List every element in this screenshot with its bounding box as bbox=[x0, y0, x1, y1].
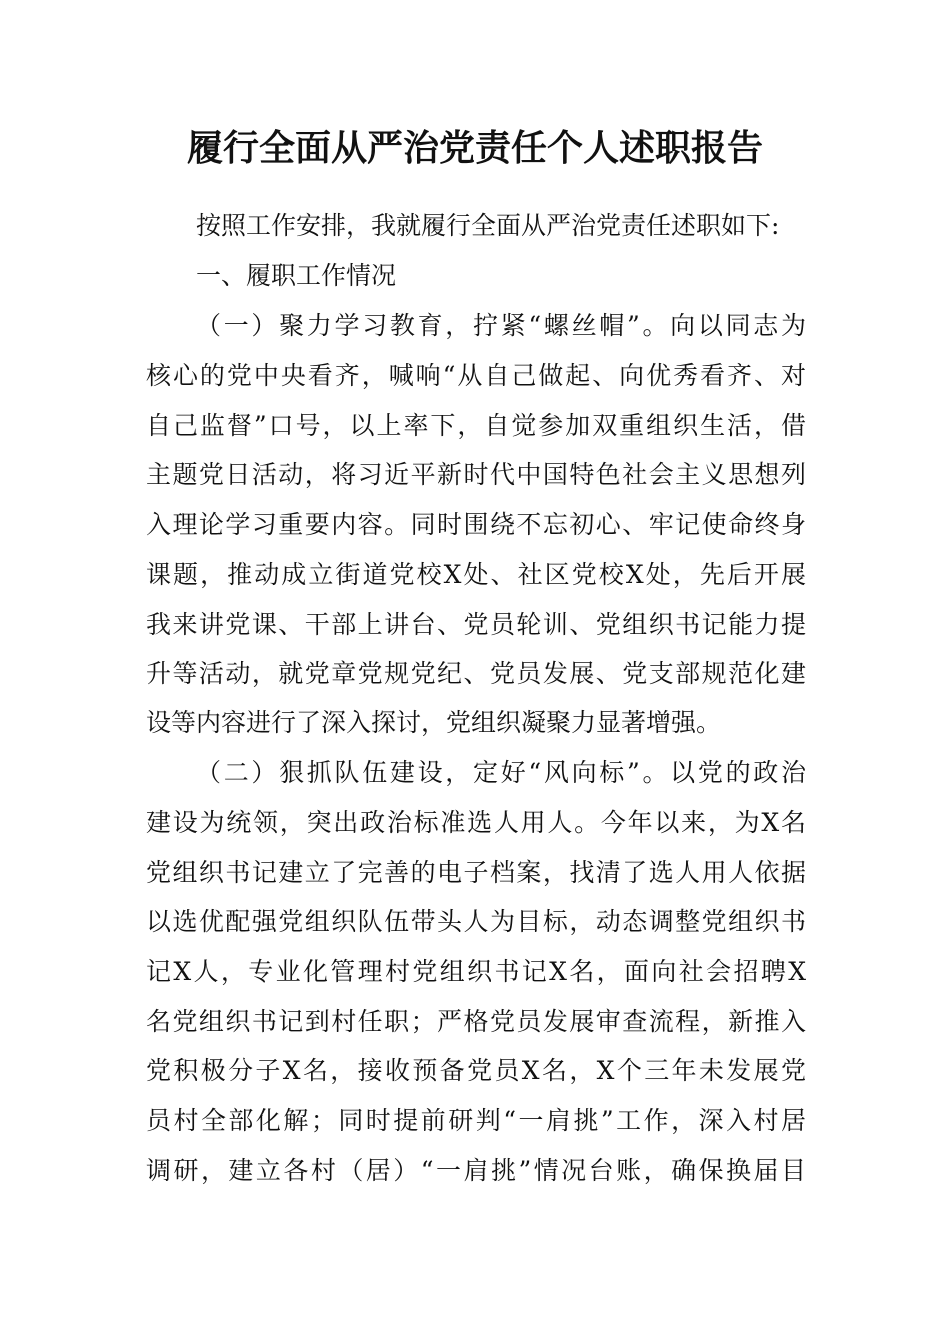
intro-paragraph: 按照工作安排，我就履行全面从严治党责任述职如下: bbox=[196, 211, 780, 240]
document-title: 履行全面从严治党责任个人述职报告 bbox=[186, 128, 763, 169]
text-line: 党组织书记建立了完善的电子档案，找清了选人用人依据 bbox=[146, 858, 806, 887]
text-line: 设等内容进行了深入探讨，党组织凝聚力显著增强。 bbox=[146, 708, 722, 737]
text-line: 党积极分子X名，接收预备党员X名，X个三年未发展党 bbox=[146, 1056, 806, 1085]
text-line: 我来讲党课、干部上讲台、党员轮训、党组织书记能力提 bbox=[146, 610, 806, 639]
text-line: 名党组织书记到村任职；严格党员发展审查流程，新推入 bbox=[146, 1007, 806, 1036]
text-line: 记X人，专业化管理村党组织书记X名，面向社会招聘X bbox=[146, 957, 806, 986]
text-line: 课题，推动成立街道党校X处、社区党校X处，先后开展 bbox=[146, 560, 806, 589]
text-line: 主题党日活动，将习近平新时代中国特色社会主义思想列 bbox=[146, 460, 806, 489]
text-line: 建设为统领，突出政治标准选人用人。今年以来，为X名 bbox=[146, 808, 806, 837]
text-line: 自己监督”口号，以上率下，自觉参加双重组织生活，借 bbox=[146, 411, 806, 440]
text-line: 核心的党中央看齐，喊响“从自己做起、向优秀看齐、对 bbox=[146, 361, 806, 390]
text-line: 升等活动，就党章党规党纪、党员发展、党支部规范化建 bbox=[146, 659, 806, 688]
text-line: 员村全部化解；同时提前研判“一肩挑”工作，深入村居 bbox=[146, 1106, 806, 1135]
text-line: （一）聚力学习教育，拧紧“螺丝帽”。向以同志为 bbox=[196, 311, 806, 340]
section-heading: 一、履职工作情况 bbox=[196, 261, 397, 290]
text-line: 以选优配强党组织队伍带头人为目标，动态调整党组织书 bbox=[146, 907, 806, 936]
text-line: （二）狠抓队伍建设，定好“风向标”。以党的政治 bbox=[196, 758, 806, 787]
text-line: 入理论学习重要内容。同时围绕不忘初心、牢记使命终身 bbox=[146, 510, 806, 539]
text-line: 调研，建立各村（居）“一肩挑”情况台账，确保换届目 bbox=[146, 1156, 806, 1185]
